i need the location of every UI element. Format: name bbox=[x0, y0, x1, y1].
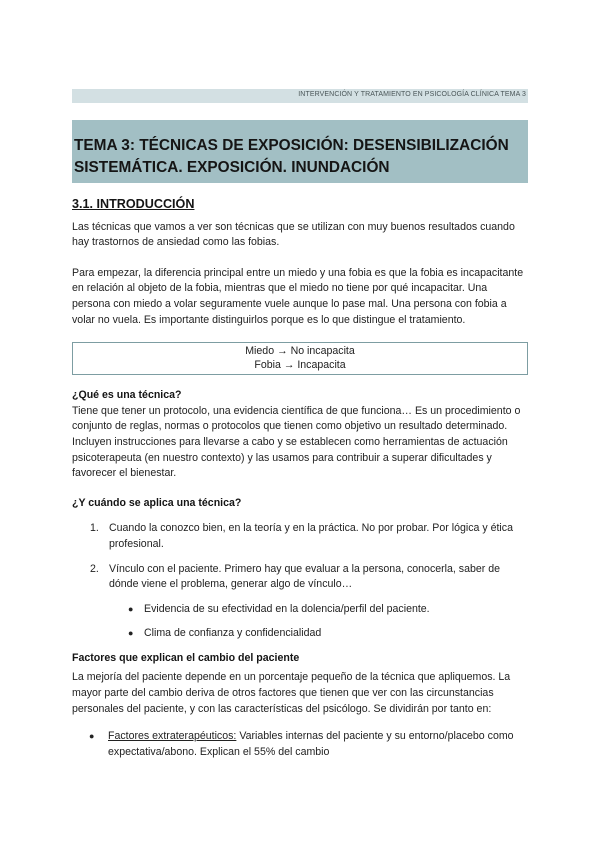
when-bullet-list bbox=[72, 602, 528, 642]
box-line-phobia: Fobia → Incapacita bbox=[254, 359, 346, 372]
page-content bbox=[72, 197, 528, 760]
section-heading: 3.1. INTRODUCCIÓN bbox=[72, 197, 195, 211]
fear-phobia-paragraph: Para empezar, la diferencia principal entre un miedo y una fobia es que la fobia es incapacitante en relación al objeto de la fobia, mientras que el miedo no tiene por qué incapacitar. Una persona con miedo a volar seguramente vuele aunque lo pase mal. Una persona con fobia a volar no vuela. Es importante distinguirlos porque es lo que distingue el tratamiento. bbox=[72, 266, 524, 326]
list-item bbox=[72, 626, 528, 642]
list-item bbox=[72, 602, 528, 618]
list-item-text: Clima de confianza y confidencialidad bbox=[144, 627, 322, 640]
when-question: ¿Y cuándo se aplica una técnica? bbox=[72, 496, 242, 509]
list-number: 1. bbox=[90, 522, 99, 535]
list-item-text: Evidencia de su efectividad en la dolencia/perfil del paciente. bbox=[144, 602, 430, 615]
intro-paragraph: Las técnicas que vamos a ver son técnicas que se utilizan con muy buenos resultados cuando hay trastornos de ansiedad como las fobias. bbox=[72, 220, 515, 249]
chapter-title: TEMA 3: TÉCNICAS DE EXPOSICIÓN: DESENSIBILIZACIÓN SISTEMÁTICA. EXPOSICIÓN. INUNDACIÓN bbox=[74, 137, 509, 176]
chapter-title-band bbox=[72, 120, 528, 183]
factors-list bbox=[72, 729, 528, 760]
running-header bbox=[72, 89, 528, 103]
technique-answer: Tiene que tener un protocolo, una evidencia científica de que funciona… Es un procedimiento o conjunto de reglas, normas o protocolos que tienen como objetivo un resultado determinado. Incluyen instrucciones para llevarse a cabo y se establecen como herramientas de actuación psicoterapeuta (en nuestro contexto) y las usamos para contribuir a superar dificultades y favorecer el bienestar. bbox=[72, 404, 521, 480]
bullet-icon: ● bbox=[128, 603, 134, 614]
fear-phobia-box bbox=[72, 342, 528, 375]
list-item bbox=[72, 729, 528, 760]
list-number: 2. bbox=[90, 562, 99, 575]
list-item-text: Cuando la conozco bien, en la teoría y en la práctica. No por probar. Por lógica y ética profesional. bbox=[109, 522, 513, 550]
bullet-icon: ● bbox=[128, 628, 134, 639]
technique-question: ¿Qué es una técnica? bbox=[72, 389, 182, 402]
bullet-icon: ● bbox=[89, 731, 95, 742]
factor-text: Variables internas del paciente y su entorno/placebo como expectativa/abono. Explican el 55% del cambio bbox=[108, 730, 514, 758]
factors-paragraph: La mejoría del paciente depende en un porcentaje pequeño de la técnica que apliquemos. La mayor parte del cambio deriva de otros factores que tienen que ver con las circunstancias personales del paciente, y con las características del psicólogo. Se dividirán por tanto en: bbox=[72, 671, 511, 715]
box-line-fear: Miedo → No incapacita bbox=[245, 345, 355, 358]
when-numbered-list bbox=[72, 521, 528, 592]
running-header-text: INTERVENCIÓN Y TRATAMIENTO EN PSICOLOGÍA CLÍNICA TEMA 3 bbox=[298, 91, 526, 98]
factors-heading: Factores que explican el cambio del paciente bbox=[72, 651, 300, 664]
factor-term: Factores extraterapéuticos: bbox=[108, 730, 237, 743]
list-item-text: Vínculo con el paciente. Primero hay que evaluar a la persona, conocerla, saber de dónde viene el problema, generar algo de vínculo… bbox=[109, 562, 501, 591]
list-item bbox=[72, 521, 528, 552]
list-item bbox=[72, 562, 528, 593]
